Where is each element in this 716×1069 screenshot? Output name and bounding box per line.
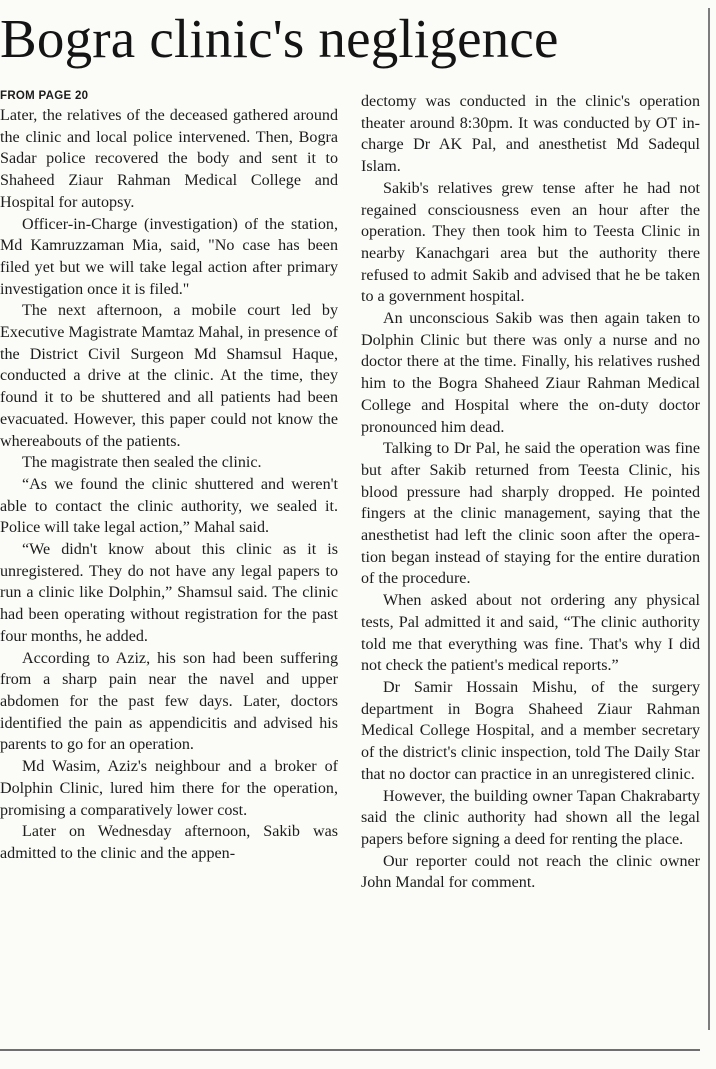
paragraph: “We didn't know about this clinic as it is unregistered. They do not have any legal papers to run a clinic like Dolphin,” Shamsul said. The clinic had been operating without registration for the past four months, he added. bbox=[0, 541, 338, 645]
paragraph: Our reporter could not reach the clinic owner John Mandal for comment. bbox=[361, 852, 700, 892]
paragraph: The magistrate then sealed the clinic. bbox=[22, 454, 262, 472]
paragraph: Talking to Dr Pal, he said the operation was fine but after Sakib returned from Teesta Clinic, his blood pressure had sharply dropped. He pointed fingers at the clinic management, saying that the anesthetist had left the clinic soon after the operation began instead of staying for the entire duration of the procedure. bbox=[361, 440, 700, 588]
paragraph: Officer-in-Charge (investigation) of the station, Md Kamruzzaman Mia, said, "No case has been filed yet but we will take legal action after primary investigation once it is filed." bbox=[0, 215, 338, 298]
article-column-right bbox=[361, 91, 700, 894]
paragraph: “As we found the clinic shuttered and weren't able to contact the clinic authority, we sealed it. Police will take legal action,” Mahal said. bbox=[0, 475, 338, 537]
headline: Bogra clinic's negligence bbox=[0, 8, 559, 69]
paragraph: Later, the relatives of the deceased gathered around the clinic and local police intervened. Then, Bogra Sadar police recovered the body and sent it to Shaheed Ziaur Rahman Medical College and Hospital for autopsy. bbox=[0, 107, 338, 211]
paragraph: According to Aziz, his son had been suffering from a sharp pain near the navel and upper abdomen for the past few days. Later, doctors identified the pain as appendicitis and advised his parents to go for an operation. bbox=[0, 649, 338, 754]
column-rule-horizontal bbox=[0, 1049, 700, 1051]
paragraph: Md Wasim, Aziz's neighbour and a broker of Dolphin Clinic, lured him there for the operation, promising a comparatively lower cost. bbox=[0, 758, 338, 819]
paragraph: Sakib's relatives grew tense after he had not regained consciousness even an hour after the operation. They then took him to Teesta Clinic in nearby Kanachgari area but the authority there refused to admit Sakib and advised that he be taken to a government hospital. bbox=[361, 179, 700, 306]
article-column-left bbox=[0, 88, 338, 865]
paragraph: dectomy was conducted in the clinic's operation theater around 8:30pm. It was conducted by OT in-charge Dr AK Pal, and anesthetist Md Sadequl Islam. bbox=[361, 93, 700, 176]
paragraph: However, the building owner Tapan Chakrabarty said the clinic authority had shown all the legal papers before signing a deed for renting the place. bbox=[361, 787, 700, 848]
paragraph: The next afternoon, a mobile court led by Executive Magistrate Mamtaz Mahal, in presence of the District Civil Surgeon Md Shamsul Haque, conducted a drive at the clinic. At the time, they found it to be shuttered and all patients had been evacuated. However, this paper could not know the whereabouts of the patients. bbox=[0, 302, 338, 450]
column-rule-vertical bbox=[708, 8, 710, 1030]
paragraph: When asked about not ordering any physical tests, Pal admitted it and said, “The clinic authority told me that everything was fine. That's why I did not check the patient's medical reports.” bbox=[361, 592, 700, 675]
paragraph: An unconscious Sakib was then again taken to Dolphin Clinic but there was only a nurse and no doctor there at the time. Finally, his relatives rushed him to the Bogra Shaheed Ziaur Rahman Medical College and Hospital where the on-duty doctor pronounced him dead. bbox=[361, 310, 700, 436]
paragraph: Later on Wednesday afternoon, Sakib was admitted to the clinic and the appen- bbox=[0, 823, 338, 862]
continuation-kicker: FROM PAGE 20 bbox=[0, 90, 89, 102]
paragraph: Dr Samir Hossain Mishu, of the surgery department in Bogra Shaheed Ziaur Rahman Medical College Hospital, and a member secretary of the district's clinic inspection, told The Daily Star that no doctor can practice in an unregistered clinic. bbox=[361, 678, 700, 783]
